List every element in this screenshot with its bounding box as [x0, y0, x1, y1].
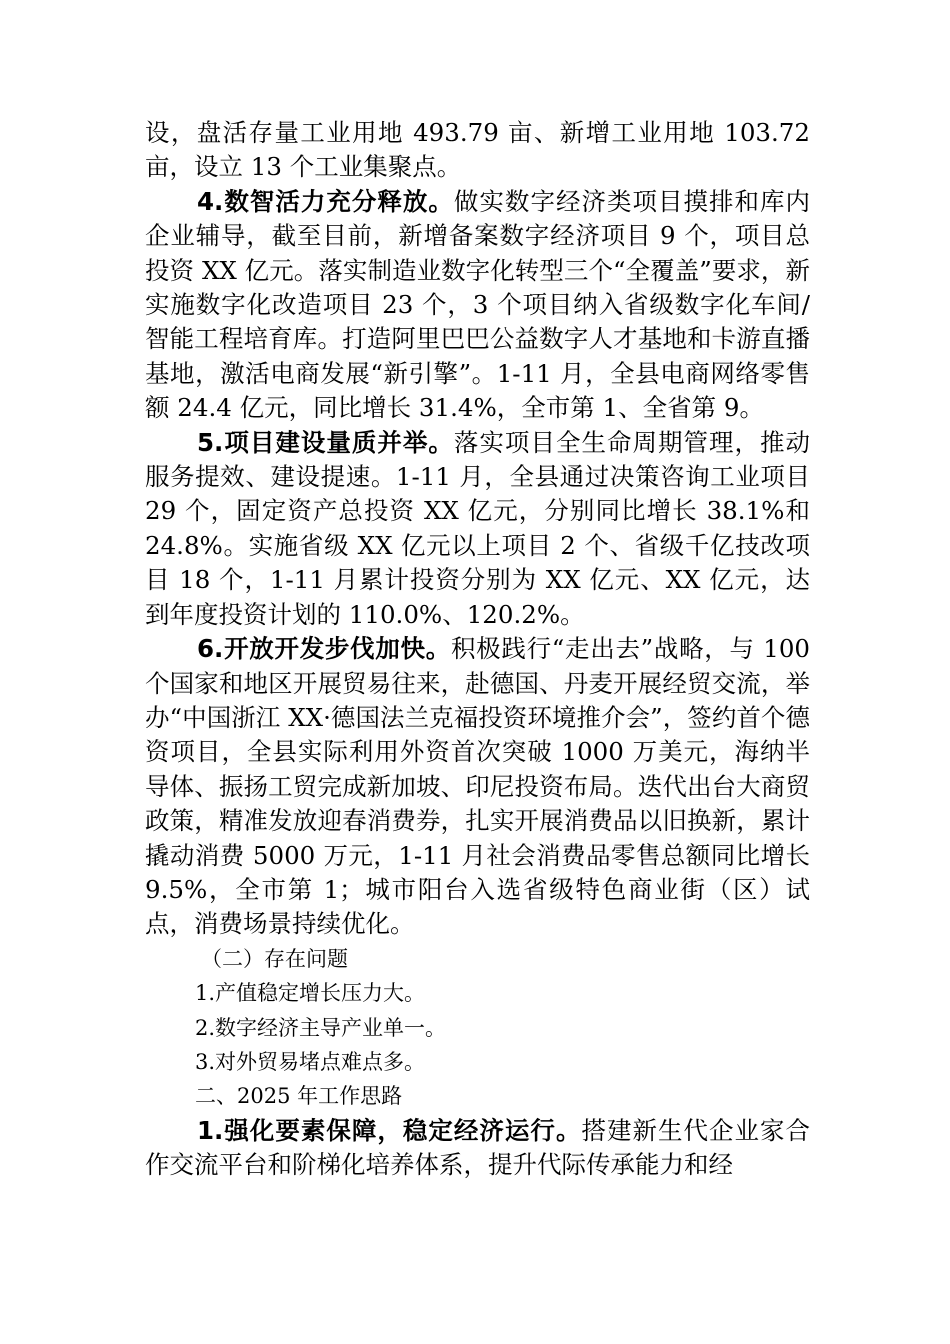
paragraph-item-6 — [145, 632, 810, 942]
item-5-body: 落实项目全生命周期管理，推动服务提效、建设提速。1-11 月，全县通过决策咨询工业项目 29 个，固定资产总投资 XX 亿元，分别同比增长 38.1%和 24.8%。实施省级 XX 亿元以上项目 2 个、省级千亿技改项目 18 个，1-11 月累计投资分别为 XX 亿元、XX 亿元，达到年度投资计划的 110.0%、120.2%。 — [145, 427, 810, 629]
item-4-heading: 4.数智活力充分释放。 — [197, 186, 454, 216]
paragraph-item-5 — [145, 426, 810, 632]
section-heading-problems: （二）存在问题 — [201, 946, 348, 971]
section-heading-2025: 二、2025 年工作思路 — [195, 1084, 403, 1109]
document-body — [145, 116, 810, 1183]
paragraph-continuation: 设，盘活存量工业用地 493.79 亩、新增工业用地 103.72 亩，设立 13 个工业集聚点。 — [145, 118, 810, 182]
item-2025-1-body: 搭建新生代企业家合作交流平台和阶梯化培养体系，提升代际传承能力和经 — [145, 1115, 811, 1180]
problem-item-2: 2.数字经济主导产业单一。 — [195, 1015, 447, 1040]
item-4-body: 做实数字经济类项目摸排和库内企业辅导，截至目前，新增备案数字经济项目 9 个，项目总投资 XX 亿元。落实制造业数字化转型三个“全覆盖”要求，新实施数字化改造项目 23 个，3 个项目纳入省级数字化车间/智能工程培育库。打造阿里巴巴公益数字人才基地和卡游直播基地，激活电商发展“新引擎”。1-11 月，全县电商网络零售额 24.4 亿元，同比增长 31.4%，全市第 1、全省第 9。 — [145, 186, 810, 423]
paragraph-2025-item-1 — [145, 1114, 810, 1183]
item-5-heading: 5.项目建设量质并举。 — [197, 427, 454, 457]
problem-item-1: 1.产值稳定增长压力大。 — [195, 981, 426, 1006]
item-6-body: 积极践行“走出去”战略，与 100 个国家和地区开展贸易往来，赴德国、丹麦开展经贸交流，举办“中国浙江 XX·德国法兰克福投资环境推介会”，签约首个德资项目，全县实际利用外资首次突破 1000 万美元，海纳半导体、振扬工贸完成新加坡、印尼投资布局。迭代出台大商贸政策，精准发放迎春消费券，扎实开展消费品以旧换新，累计撬动消费 5000 万元，1-11 月社会消费品零售总额同比增长 9.5%，全市第 1；城市阳台入选省级特色商业街（区）试点，消费场景持续优化。 — [145, 634, 810, 939]
paragraph-item-4 — [145, 185, 810, 426]
item-2025-1-heading: 1.强化要素保障，稳定经济运行。 — [197, 1115, 582, 1145]
problem-item-3: 3.对外贸易堵点难点多。 — [195, 1049, 426, 1074]
item-6-heading: 6.开放开发步伐加快。 — [197, 634, 451, 664]
